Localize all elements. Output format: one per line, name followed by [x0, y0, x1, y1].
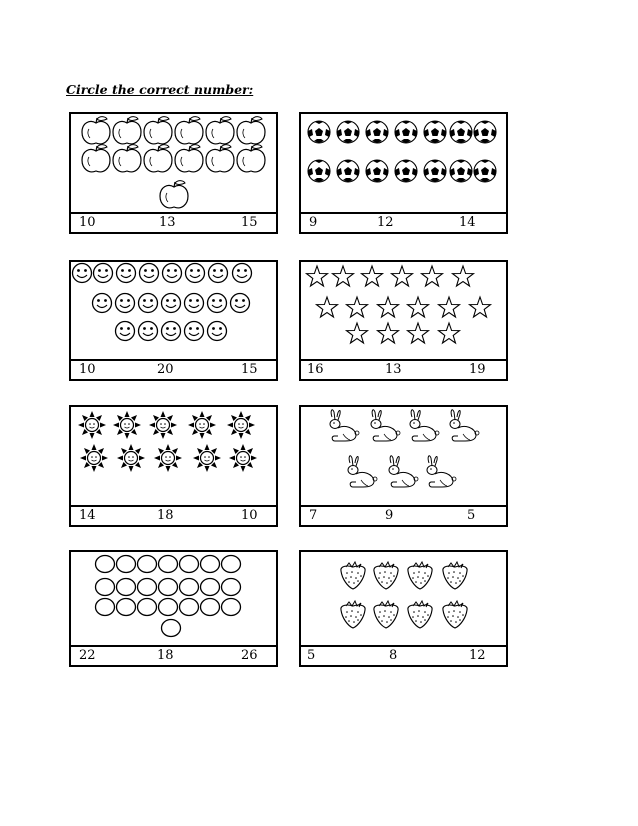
apple-icons: [71, 114, 276, 214]
answer-option[interactable]: 16: [307, 362, 324, 377]
answer-option[interactable]: 10: [79, 215, 96, 230]
answer-option[interactable]: 15: [241, 362, 258, 377]
answer-options: [71, 505, 276, 525]
counting-card-suns: [69, 405, 278, 527]
smiley-row-2: [93, 294, 250, 313]
answer-options: [301, 645, 506, 665]
counting-card-smiley-faces: [69, 260, 278, 381]
sun-row-1: [78, 411, 255, 439]
counting-card-stars: [299, 260, 508, 381]
answer-option[interactable]: 7: [309, 508, 318, 523]
smiley-row-3: [116, 322, 227, 341]
answer-options: [71, 212, 276, 232]
rabbit-icons: [301, 407, 506, 507]
apple-row-2: [82, 145, 265, 172]
answer-option[interactable]: 15: [241, 215, 258, 230]
answer-option[interactable]: 14: [459, 215, 476, 230]
answer-option[interactable]: 12: [377, 215, 394, 230]
ball-row-2: [308, 160, 496, 182]
strawberry-row-2: [341, 601, 467, 628]
answer-option[interactable]: 10: [241, 508, 258, 523]
answer-options: [301, 359, 506, 379]
circle-row-3: [96, 599, 241, 616]
rabbit-row-2: [348, 456, 456, 487]
apple-row-1: [82, 117, 265, 144]
answer-option[interactable]: 19: [469, 362, 486, 377]
star-icons: [301, 262, 506, 362]
answer-option[interactable]: 9: [309, 215, 318, 230]
answer-option[interactable]: 20: [157, 362, 174, 377]
answer-option[interactable]: 5: [307, 648, 316, 663]
answer-option[interactable]: 5: [467, 508, 476, 523]
sun-row-2: [80, 444, 257, 472]
smiley-row-1: [73, 264, 252, 283]
strawberry-row-1: [341, 562, 467, 589]
circle-row-2: [96, 579, 241, 596]
soccer-ball-icons: [301, 114, 506, 214]
circle-icons: [71, 552, 276, 647]
counting-card-soccer-balls: [299, 112, 508, 234]
star-row-3: [347, 323, 460, 343]
rabbit-row-1: [330, 410, 479, 441]
answer-option[interactable]: 18: [157, 508, 174, 523]
answer-options: [301, 505, 506, 525]
answer-option[interactable]: 8: [389, 648, 398, 663]
answer-option[interactable]: 9: [385, 508, 394, 523]
answer-options: [71, 645, 276, 665]
star-row-2: [317, 297, 491, 317]
counting-card-strawberries: [299, 550, 508, 667]
star-row-1: [307, 266, 474, 286]
answer-options: [301, 212, 506, 232]
strawberry-icons: [301, 552, 506, 647]
smiley-face-icons: [71, 262, 276, 362]
answer-options: [71, 359, 276, 379]
circle-row-1: [96, 556, 241, 573]
answer-option[interactable]: 12: [469, 648, 486, 663]
answer-option[interactable]: 26: [241, 648, 258, 663]
ball-row-1: [308, 121, 496, 143]
answer-option[interactable]: 13: [385, 362, 402, 377]
answer-option[interactable]: 10: [79, 362, 96, 377]
answer-option[interactable]: 22: [79, 648, 96, 663]
answer-option[interactable]: 18: [157, 648, 174, 663]
answer-option[interactable]: 13: [159, 215, 176, 230]
counting-card-apples: [69, 112, 278, 234]
sun-icons: [71, 407, 276, 507]
counting-card-rabbits: [299, 405, 508, 527]
counting-card-circles: [69, 550, 278, 667]
worksheet-title: Circle the correct number:: [66, 82, 254, 97]
answer-option[interactable]: 14: [79, 508, 96, 523]
